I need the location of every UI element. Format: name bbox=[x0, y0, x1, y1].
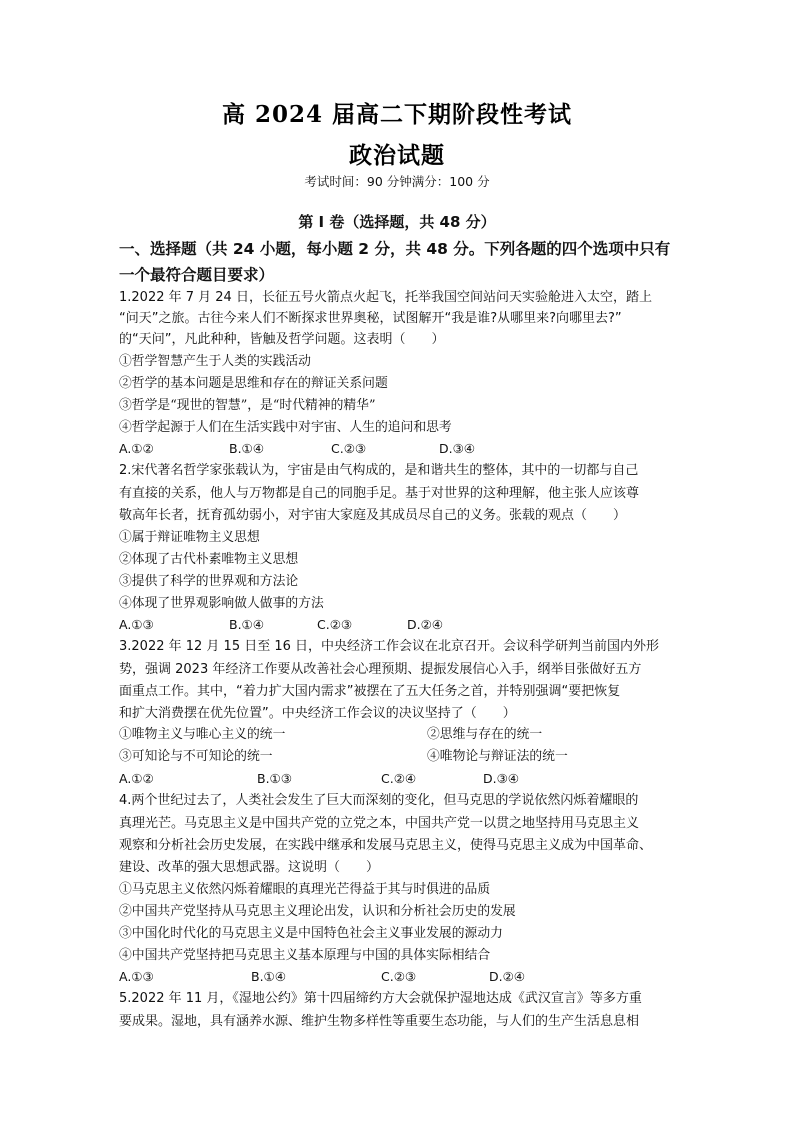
q4-stem-line: 4.两个世纪过去了，人类社会发生了巨大而深刻的变化，但马克思的学说依然闪烁着耀眼的 bbox=[119, 793, 639, 808]
q3-items-row bbox=[119, 725, 679, 745]
q4-option-d[interactable]: D.②④ bbox=[489, 969, 526, 984]
q3-item: ②思维与存在的统一 bbox=[427, 727, 543, 742]
q2-option-b[interactable]: B.①④ bbox=[229, 617, 264, 632]
q2-item: ①属于辩证唯物主义思想 bbox=[119, 530, 260, 545]
q1-stem-line: 的“天问”，凡此种种，皆触及哲学问题。这表明（ ） bbox=[119, 332, 445, 347]
q2-stem-line: 有直接的关系，他人与万物都是自己的同胞手足。基于对世界的这种理解，他主张人应该尊 bbox=[119, 486, 640, 501]
q3-options bbox=[119, 769, 679, 789]
q1-stem-line: 1.2022 年 7 月 24 日，长征五号火箭点火起飞，托举我国空间站问天实验舱进入太空，踏上 bbox=[119, 290, 652, 305]
q3-items-row bbox=[119, 747, 679, 767]
section-heading-line-1: 一、选择题（共 24 小题，每小题 2 分，共 48 分。下列各题的四个选项中只有 bbox=[119, 240, 671, 258]
q1-item: ②哲学的基本问题是思维和存在的辩证关系问题 bbox=[119, 376, 388, 391]
volume-heading: 第 Ⅰ 卷（选择题，共 48 分） bbox=[298, 213, 496, 231]
q4-item: ①马克思主义依然闪烁着耀眼的真理光芒得益于其与时俱进的品质 bbox=[119, 882, 491, 897]
q2-item: ③提供了科学的世界观和方法论 bbox=[119, 574, 299, 589]
exam-subject: 政治试题 bbox=[349, 142, 445, 169]
q1-option-a[interactable]: A.①② bbox=[119, 441, 154, 456]
q3-item: ③可知论与不可知论的统一 bbox=[119, 749, 273, 764]
q1-item: ③哲学是“现世的智慧”，是“时代精神的精华” bbox=[119, 398, 376, 413]
q4-option-b[interactable]: B.①④ bbox=[251, 969, 286, 984]
q2-option-a[interactable]: A.①③ bbox=[119, 617, 154, 632]
exam-time-info: 考试时间：90 分钟满分：100 分 bbox=[304, 174, 490, 189]
q3-stem-line: 势，强调 2023 年经济工作要从改善社会心理预期、提振发展信心入手，纲举目张做好五方 bbox=[119, 662, 642, 677]
q1-item: ①哲学智慧产生于人类的实践活动 bbox=[119, 354, 311, 369]
q4-item: ③中国化时代化的马克思主义是中国特色社会主义事业发展的源动力 bbox=[119, 926, 503, 941]
q2-option-c[interactable]: C.②③ bbox=[317, 617, 353, 632]
q5-stem-line: 要成果。湿地，具有涵养水源、维护生物多样性等重要生态功能，与人们的生产生活息息相 bbox=[119, 1014, 640, 1029]
q4-option-c[interactable]: C.②③ bbox=[381, 969, 417, 984]
q4-options bbox=[119, 967, 679, 987]
q3-stem-line: 面重点工作。其中，“着力扩大国内需求”被摆在了五大任务之首，并特别强调“要把恢复 bbox=[119, 684, 621, 699]
q1-option-c[interactable]: C.②③ bbox=[331, 441, 367, 456]
q1-item: ④哲学起源于人们在生活实践中对宇宙、人生的追问和思考 bbox=[119, 420, 452, 435]
q4-item: ④中国共产党坚持把马克思主义基本原理与中国的具体实际相结合 bbox=[119, 948, 491, 963]
q1-option-b[interactable]: B.①④ bbox=[229, 441, 264, 456]
q3-option-b[interactable]: B.①③ bbox=[257, 771, 292, 786]
q3-option-c[interactable]: C.②④ bbox=[381, 771, 417, 786]
q2-item: ②体现了古代朴素唯物主义思想 bbox=[119, 552, 299, 567]
q3-item: ④唯物论与辩证法的统一 bbox=[427, 749, 568, 764]
q1-stem-line: “问天”之旅。古往今来人们不断探求世界奥秘，试图解开“我是谁?从哪里来?向哪里去?” bbox=[119, 311, 622, 326]
q3-stem-line: 3.2022 年 12 月 15 日至 16 日，中央经济工作会议在北京召开。会议科学研判当前国内外形 bbox=[119, 639, 660, 654]
q1-options bbox=[119, 439, 679, 459]
q2-stem-line: 敬高年长者，抚育孤幼弱小，对宇宙大家庭及其成员尽自己的义务。张载的观点（ ） bbox=[119, 508, 627, 523]
q3-stem-line: 和扩大消费摆在优先位置”。中央经济工作会议的决议坚持了（ ） bbox=[119, 706, 516, 721]
q4-item: ②中国共产党坚持从马克思主义理论出发，认识和分析社会历史的发展 bbox=[119, 904, 516, 919]
q2-option-d[interactable]: D.②④ bbox=[407, 617, 444, 632]
section-heading-line-2: 一个最符合题目要求） bbox=[119, 266, 275, 284]
q4-stem-line: 真理光芒。马克思主义是中国共产党的立党之本，中国共产党一以贯之地坚持用马克思主义 bbox=[119, 816, 640, 831]
q2-options bbox=[119, 615, 679, 635]
q4-stem-line: 观察和分析社会历史发展，在实践中继承和发展马克思主义，使得马克思主义成为中国革命、 bbox=[119, 838, 653, 853]
q2-stem-line: 2.宋代著名哲学家张载认为，宇宙是由气构成的，是和谐共生的整体，其中的一切都与自己 bbox=[119, 463, 639, 478]
q3-option-a[interactable]: A.①② bbox=[119, 771, 154, 786]
q3-option-d[interactable]: D.③④ bbox=[483, 771, 520, 786]
q2-item: ④体现了世界观影响做人做事的方法 bbox=[119, 596, 324, 611]
q3-item: ①唯物主义与唯心主义的统一 bbox=[119, 727, 286, 742]
q1-option-d[interactable]: D.③④ bbox=[439, 441, 476, 456]
q4-stem-line: 建设、改革的强大思想武器。这说明（ ） bbox=[119, 860, 380, 875]
q5-stem-line: 5.2022 年 11 月，《湿地公约》第十四届缔约方大会就保护湿地达成《武汉宣言》等多方重 bbox=[119, 991, 642, 1006]
q4-option-a[interactable]: A.①③ bbox=[119, 969, 154, 984]
exam-title: 高 2024 届高二下期阶段性考试 bbox=[221, 101, 573, 128]
